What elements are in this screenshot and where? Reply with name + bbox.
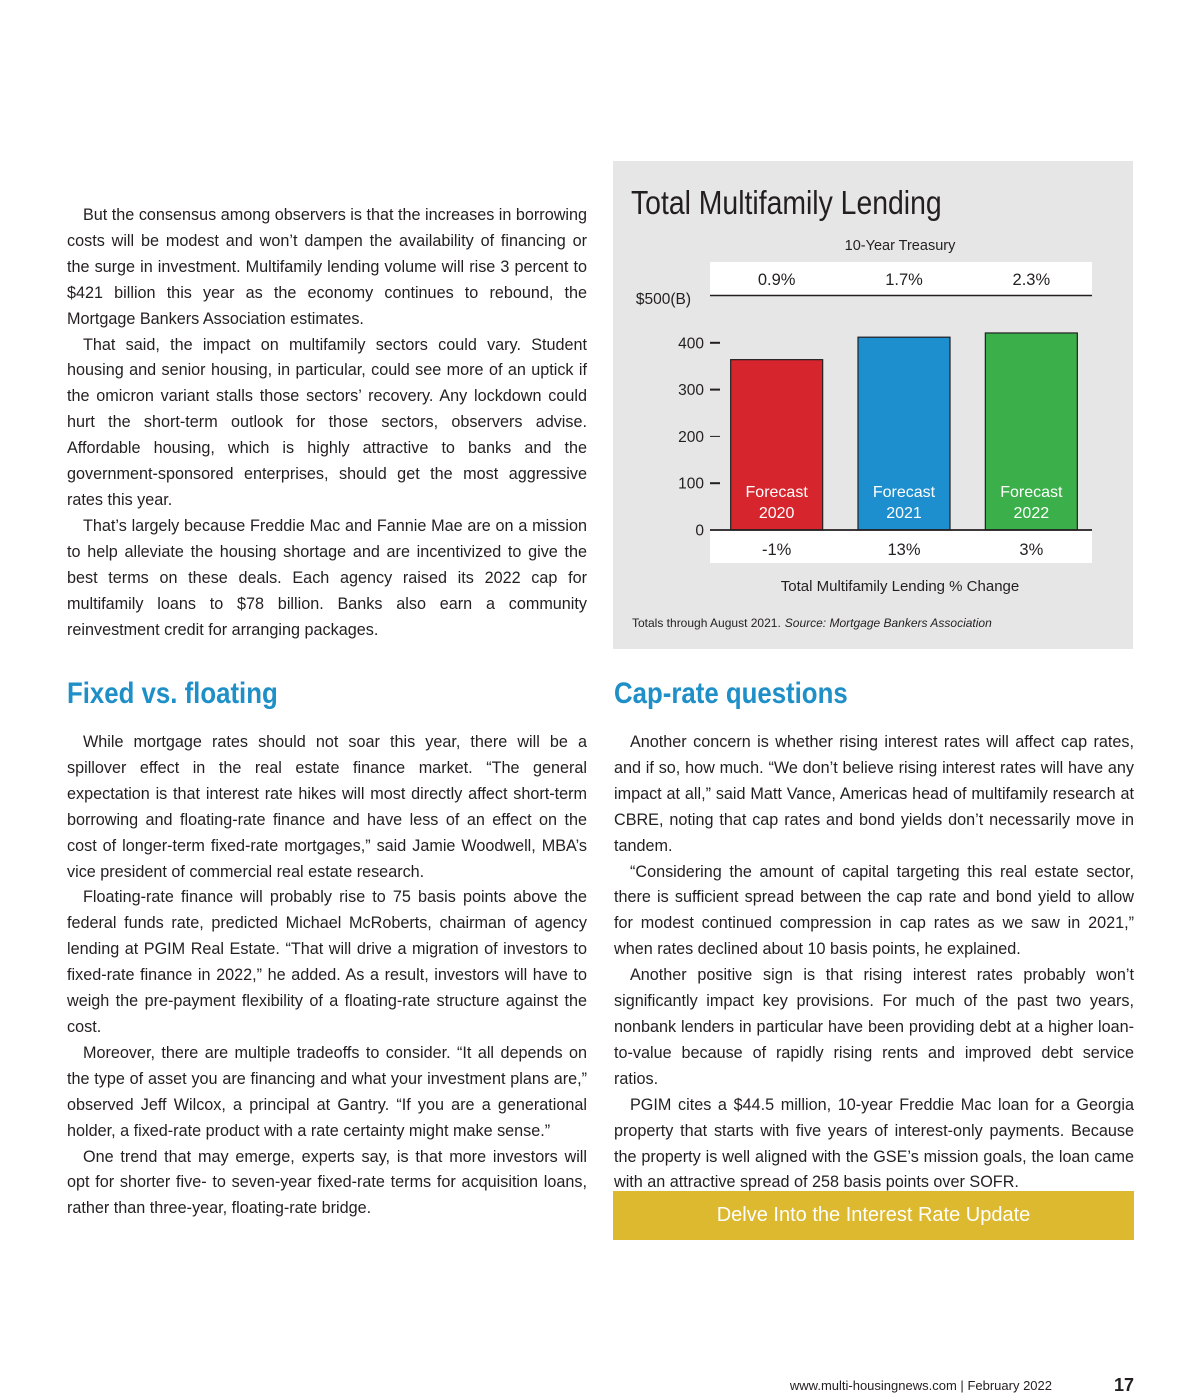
treasury-value: 0.9% bbox=[757, 271, 796, 289]
bar-label-prefix: Forecast bbox=[872, 484, 936, 501]
y-tick-label: 400 bbox=[678, 335, 704, 353]
paragraph: One trend that may emerge, experts say, is that more investors will opt for shorter five- to seven-year fixed-rate terms for acquisition loans, rather than three-year, floating-rate bridge. bbox=[67, 1147, 587, 1218]
paragraph: Another concern is whether rising interest rates will affect cap rates, and if so, how much. “We don’t believe rising interest rates will have any impact at all,” said Matt Vance, Americas head of multifamily research at CBRE, noting that cap rates and bond yields don’t necessarily move in tandem. bbox=[614, 733, 1134, 855]
percent-change-value: -1% bbox=[761, 541, 792, 559]
paragraph: That said, the impact on multifamily sectors could vary. Student housing and senior housing, in particular, could see more of an uptick if the omicron variant stalls those sectors’ recovery. Any lockdown could hurt the short-term outlook for those sectors, observers advise. Affordable housing, which is highly attractive to banks and the government-sponsored enterprises, should get the most aggressive rates this year. bbox=[67, 335, 587, 509]
page-footer bbox=[700, 1375, 1134, 1398]
paragraph: Floating-rate finance will probably rise to 75 basis points above the federal funds rate, predicted Michael McRoberts, chairman of agency lending at PGIM Real Estate. “That will drive a migration of investors to fixed-rate finance in 2022,” he added. As a result, investors will have to weigh the pre-payment flexibility of a floating-rate structure against the cost. bbox=[67, 888, 587, 1036]
y-axis-ticks bbox=[678, 335, 720, 539]
bar-series bbox=[731, 333, 1078, 530]
percent-change-value: 3% bbox=[1019, 541, 1044, 559]
paragraph: But the consensus among observers is that the increases in borrowing costs will be modest and won’t dampen the availability of financing or the surge in investment. Multifamily lending volume will rise 3 percent to $421 billion this year as the economy continues to rebound, the Mortgage Bankers Association estimates. bbox=[67, 206, 587, 328]
footer-date: February 2022 bbox=[967, 1378, 1052, 1393]
paragraph: Another positive sign is that rising interest rates probably won’t significantly impact key provisions. For much of the past two years, nonbank lenders in particular have been providing debt at a higher loan-to-value because of rapidly rising rents and improved debt service ratios. bbox=[614, 966, 1134, 1088]
percent-change-value: 13% bbox=[887, 541, 921, 559]
treasury-value: 2.3% bbox=[1012, 271, 1051, 289]
chart-title: Total Multifamily Lending bbox=[631, 183, 942, 222]
paragraph: PGIM cites a $44.5 million, 10-year Freddie Mac loan for a Georgia property that starts with five years of interest-only payments. Because the property is well aligned with the GSE’s mission goals, the loan came with an attractive spread of 258 basis points over SOFR. bbox=[614, 1095, 1134, 1192]
paragraph: That’s largely because Freddie Mac and Fannie Mae are on a mission to help alleviate the housing shortage and are incentivized to give the best terms on these deals. Each agency raised its 2022 cap for multifamily loans to $78 billion. Banks also earn a community reinvestment credit for arranging packages. bbox=[67, 516, 587, 639]
bar-category-label: 2022 bbox=[1013, 505, 1050, 522]
multifamily-lending-chart bbox=[613, 161, 1133, 649]
paragraph: Moreover, there are multiple tradeoffs to consider. “It all depends on the type of asset you are financing and what your investment plans are,” observed Jeff Wilcox, a principal at Gantry. “If you are a generational holder, a fixed-rate product with a rate certainty might make sense.” bbox=[67, 1043, 587, 1140]
bar-label-prefix: Forecast bbox=[1000, 484, 1063, 501]
x-axis-label: Total Multifamily Lending % Change bbox=[780, 578, 1020, 595]
fixed-vs-floating-section bbox=[67, 676, 587, 1222]
footer-site-url[interactable]: www.multi-housingnews.com bbox=[789, 1378, 957, 1393]
treasury-value: 1.7% bbox=[885, 271, 923, 289]
bar-label-prefix: Forecast bbox=[745, 484, 808, 501]
footer-separator: | bbox=[960, 1378, 964, 1393]
treasury-row-label: 10-Year Treasury bbox=[844, 238, 956, 254]
y-tick-label: 200 bbox=[678, 428, 704, 446]
chart-source-note bbox=[632, 616, 992, 630]
y-tick-label: 300 bbox=[678, 382, 704, 400]
cap-rate-section bbox=[614, 676, 1134, 1196]
chart-canvas bbox=[613, 161, 1133, 649]
section-heading: Cap-rate questions bbox=[614, 677, 848, 710]
page-number: 17 bbox=[1113, 1375, 1134, 1395]
paragraph: While mortgage rates should not soar this year, there will be a spillover effect in the real estate finance market. “The general expectation is that interest rate hikes will most directly affect short-term borrowing and floating-rate finance and have less of an effect on the cost of longer-term fixed-rate mortgages,” said Jamie Woodwell, MBA’s vice president of commercial real estate research. bbox=[67, 733, 587, 881]
source-credit: Source: Mortgage Bankers Association bbox=[784, 616, 992, 630]
section-heading: Fixed vs. floating bbox=[67, 677, 278, 710]
y-tick-label: 0 bbox=[695, 522, 704, 540]
y-tick-label: 100 bbox=[678, 475, 704, 493]
paragraph: “Considering the amount of capital targeting this real estate sector, there is sufficient spread between the cap rate and bond yield to allow for modest continued compression in cap rates as we saw in 2021,” when rates declined about 10 basis points, he explained. bbox=[614, 862, 1134, 959]
interest-rate-update-button[interactable]: Delve Into the Interest Rate Update bbox=[613, 1191, 1134, 1240]
footer-info bbox=[790, 1378, 1052, 1393]
bar-2021 bbox=[858, 337, 950, 530]
y-axis-label: $500(B) bbox=[635, 291, 691, 308]
source-prefix: Totals through August 2021. bbox=[632, 616, 781, 630]
intro-article-column bbox=[67, 203, 587, 643]
bar-category-label: 2020 bbox=[758, 505, 795, 522]
bar-category-label: 2021 bbox=[886, 505, 922, 522]
